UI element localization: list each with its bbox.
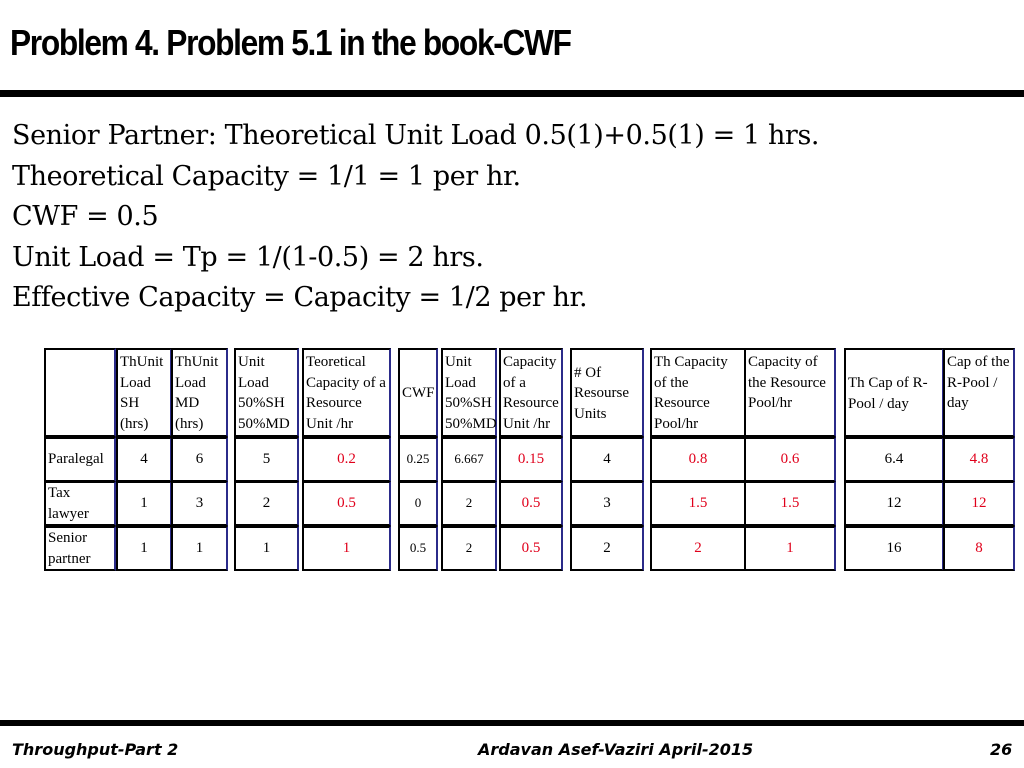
table-cell: 1.5 — [650, 481, 746, 526]
body-line: Unit Load = Tp = 1/(1-0.5) = 2 hrs. — [12, 241, 484, 273]
body-line: Senior Partner: Theoretical Unit Load 0.5(1)+0.5(1) = 1 hrs. — [12, 120, 820, 151]
table-cell: 0.15 — [499, 437, 563, 482]
row-label: Senior partner — [44, 526, 116, 571]
table-cell: 2 — [570, 526, 644, 571]
table-cell: 8 — [943, 526, 1015, 571]
table-cell: 6.667 — [441, 437, 497, 482]
table-cell: 1 — [116, 526, 172, 571]
row-label: Tax lawyer — [44, 481, 116, 526]
table-cell: 1 — [234, 526, 299, 571]
column-header: Teoretical Capacity of a Resource Unit /hr — [302, 348, 391, 437]
column-header: Unit Load 50%SH 50%MD — [234, 348, 299, 437]
table-cell: 1 — [744, 526, 836, 571]
column-header: Th Capacity of the Resource Pool/hr — [650, 348, 746, 437]
column-header: Unit Load 50%SH 50%MD — [441, 348, 497, 437]
table-cell: 2 — [650, 526, 746, 571]
column-header: Capacity of a Resource Unit /hr — [499, 348, 563, 437]
table-cell: 3 — [570, 481, 644, 526]
column-header: ThUnit Load MD (hrs) — [171, 348, 228, 437]
footer-page-number: 26 — [990, 740, 1013, 759]
body-line: Effective Capacity = Capacity = 1/2 per hr. — [12, 282, 588, 313]
table-cell: 0.5 — [499, 481, 563, 526]
column-header: ThUnit Load SH (hrs) — [116, 348, 172, 437]
body-line: Theoretical Capacity = 1/1 = 1 per hr. — [12, 160, 521, 192]
column-header: # Of Resourse Units — [570, 348, 644, 437]
table-cell: 0.6 — [744, 437, 836, 482]
table-cell: 6.4 — [844, 437, 944, 482]
table-cell: 3 — [171, 481, 228, 526]
slide-body — [12, 116, 819, 319]
table-cell: 4 — [570, 437, 644, 482]
row-label: Paralegal — [44, 437, 116, 482]
table-cell: 0.25 — [398, 437, 438, 482]
body-line: CWF = 0.5 — [12, 201, 159, 232]
slide-title: Problem 4. Problem 5.1 in the book-CWF — [10, 22, 571, 63]
column-header: Th Cap of R-Pool / day — [844, 348, 944, 437]
table-cell: 2 — [234, 481, 299, 526]
table-cell: 4 — [116, 437, 172, 482]
table-cell: 0.5 — [499, 526, 563, 571]
column-header: Capacity of the Resource Pool/hr — [744, 348, 836, 437]
table-cell: 1 — [171, 526, 228, 571]
footer-course: Throughput-Part 2 — [12, 740, 179, 759]
table-cell: 2 — [441, 481, 497, 526]
table-cell: 0 — [398, 481, 438, 526]
table-cell: 0.8 — [650, 437, 746, 482]
table-cell: 1.5 — [744, 481, 836, 526]
column-header — [44, 348, 116, 437]
column-header: CWF — [398, 348, 438, 437]
table-cell: 0.5 — [302, 481, 391, 526]
table-cell: 4.8 — [943, 437, 1015, 482]
table-cell: 2 — [441, 526, 497, 571]
table-cell: 6 — [171, 437, 228, 482]
column-header: Cap of the R-Pool / day — [943, 348, 1015, 437]
table-cell: 1 — [302, 526, 391, 571]
table-cell: 5 — [234, 437, 299, 482]
footer-divider — [0, 720, 1024, 726]
footer-author-date: Ardavan Asef-Vaziri April-2015 — [478, 740, 754, 759]
table-cell: 0.5 — [398, 526, 438, 571]
table-cell: 1 — [116, 481, 172, 526]
table-cell: 12 — [844, 481, 944, 526]
table-cell: 0.2 — [302, 437, 391, 482]
title-divider — [0, 90, 1024, 97]
table-cell: 16 — [844, 526, 944, 571]
table-cell: 12 — [943, 481, 1015, 526]
